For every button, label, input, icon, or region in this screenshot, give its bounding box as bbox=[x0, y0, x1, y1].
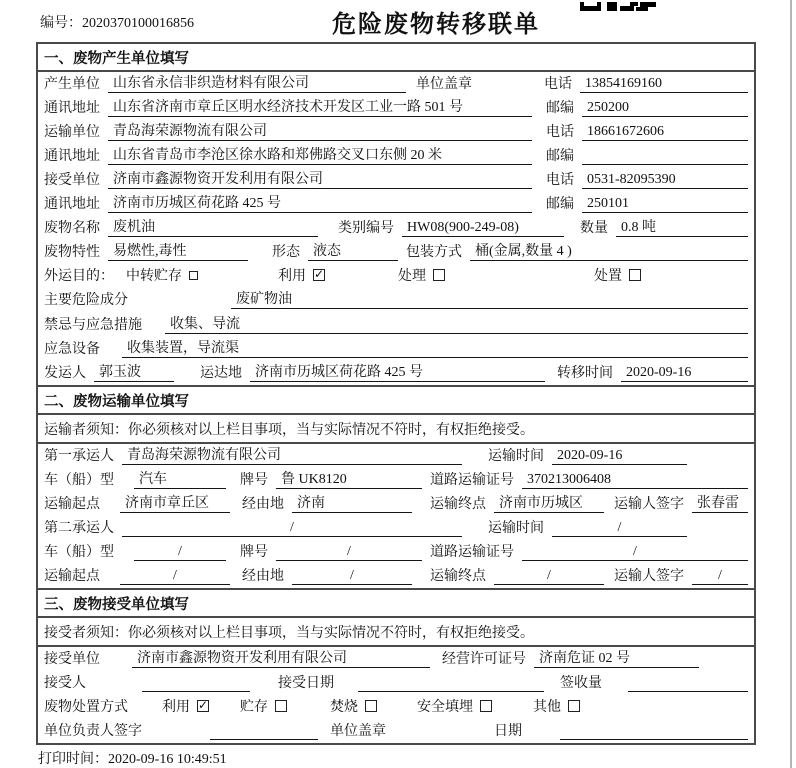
origin2-value: / bbox=[120, 568, 230, 585]
form-row-transporter-address bbox=[38, 144, 754, 168]
page-edge-line bbox=[790, 0, 792, 768]
transport-time2-value: / bbox=[552, 520, 687, 537]
transporter-zip-value bbox=[582, 149, 748, 165]
receive-unit-value: 济南市鑫源物资开发利用有限公司 bbox=[132, 647, 430, 668]
transport-time-label: 运输时间 bbox=[488, 448, 544, 464]
plate-label: 牌号 bbox=[240, 544, 268, 560]
license-label: 经营许可证号 bbox=[442, 651, 526, 667]
disposal-label: 废物处置方式 bbox=[44, 700, 128, 716]
address-label: 通讯地址 bbox=[44, 101, 100, 117]
option-label: 焚烧 bbox=[330, 700, 358, 716]
form-row-waste-name bbox=[38, 216, 754, 240]
responsible-sign-label: 单位负责人签字 bbox=[44, 724, 142, 740]
signed-qty-label: 签收量 bbox=[560, 675, 602, 691]
form-row-route2 bbox=[38, 564, 754, 588]
checkbox-icon bbox=[189, 271, 198, 280]
form-row-carrier2 bbox=[38, 516, 754, 540]
section2-notice: 运输者须知：你必须核对以上栏目事项，当与实际情况不符时，有权拒绝接受。 bbox=[38, 415, 754, 444]
sign-date-label: 日期 bbox=[494, 724, 522, 740]
section3-heading: 三、废物接受单位填写 bbox=[38, 588, 754, 618]
option-label: 贮存 bbox=[240, 700, 268, 716]
transport-time-label: 运输时间 bbox=[488, 520, 544, 536]
checkbox-icon bbox=[629, 269, 641, 281]
sign-label: 运输人签字 bbox=[614, 496, 684, 512]
shipper-value: 郭玉波 bbox=[94, 361, 174, 382]
disposal-option-utilize bbox=[162, 696, 209, 716]
serial-label: 编号： bbox=[40, 16, 82, 31]
via-label: 经由地 bbox=[242, 496, 284, 512]
form-row-purpose bbox=[38, 264, 754, 288]
form-row-receive-unit bbox=[38, 647, 754, 671]
zip-label: 邮编 bbox=[546, 101, 574, 117]
option-label: 其他 bbox=[533, 700, 561, 716]
option-label: 处置 bbox=[594, 269, 622, 285]
disposal-option-other bbox=[533, 696, 580, 716]
form-row-receiver bbox=[38, 168, 754, 192]
section1-heading: 一、废物产生单位填写 bbox=[38, 44, 754, 72]
permit-label: 道路运输证号 bbox=[430, 472, 514, 488]
category-code-value: HW08(900-249-08) bbox=[402, 220, 564, 237]
checkbox-icon bbox=[480, 700, 492, 712]
purpose-option-dispose bbox=[594, 265, 641, 285]
producer-address-value: 山东省济南市章丘区明水经济技术开发区工业一路 501 号 bbox=[108, 96, 532, 117]
section2-heading: 二、废物运输单位填写 bbox=[38, 385, 754, 415]
destination-label: 运达地 bbox=[200, 365, 242, 381]
carrier1-value: 青岛海荣源物流有限公司 bbox=[122, 444, 462, 465]
waste-name-value: 废机油 bbox=[108, 216, 318, 237]
vehicle-label: 车（船）型 bbox=[44, 472, 114, 488]
sign2-value: / bbox=[692, 568, 748, 585]
option-label: 安全填埋 bbox=[417, 700, 473, 716]
form-row-vehicle2 bbox=[38, 540, 754, 564]
producer-label: 产生单位 bbox=[44, 77, 100, 93]
sign-date-value bbox=[560, 724, 748, 740]
receiver-phone-value: 0531-82095390 bbox=[582, 172, 748, 189]
option-label: 利用 bbox=[162, 700, 190, 716]
terminal-label: 运输终点 bbox=[430, 496, 486, 512]
shipper-label: 发运人 bbox=[44, 365, 86, 381]
disposal-option-landfill bbox=[417, 696, 492, 716]
via2-value: / bbox=[292, 568, 412, 585]
address-label: 通讯地址 bbox=[44, 149, 100, 165]
phone-label: 电话 bbox=[546, 125, 574, 141]
form-row-receiver-address bbox=[38, 192, 754, 216]
category-label: 类别编号 bbox=[338, 221, 394, 237]
manifest-form bbox=[36, 42, 756, 745]
serial-number-line bbox=[40, 12, 194, 32]
receiver-name-value: 济南市鑫源物资开发利用有限公司 bbox=[108, 168, 532, 189]
form-row-shipper bbox=[38, 361, 754, 385]
form-row-hazard bbox=[38, 288, 754, 312]
producer-phone-value: 13854169160 bbox=[580, 76, 748, 93]
terminal-label: 运输终点 bbox=[430, 568, 486, 584]
destination-value: 济南市历城区荷花路 425 号 bbox=[250, 361, 545, 382]
license-value: 济南危证 02 号 bbox=[534, 647, 699, 668]
form-row-equipment bbox=[38, 337, 754, 361]
form-row-carrier1 bbox=[38, 444, 754, 468]
via1-value: 济南 bbox=[292, 492, 412, 513]
terminal1-value: 济南市历城区 bbox=[494, 492, 604, 513]
form-value: 液态 bbox=[308, 240, 398, 261]
form-row-producer-address bbox=[38, 96, 754, 120]
origin-label: 运输起点 bbox=[44, 568, 100, 584]
zip-label: 邮编 bbox=[546, 197, 574, 213]
sign1-value: 张春雷 bbox=[692, 492, 748, 513]
unit-seal-label: 单位盖章 bbox=[330, 724, 386, 740]
transfer-time-value: 2020-09-16 bbox=[621, 365, 748, 382]
purpose-option-treat bbox=[398, 265, 445, 285]
qr-code-fragment bbox=[580, 0, 656, 16]
print-time-value: 2020-09-16 10:49:51 bbox=[108, 752, 227, 767]
via-label: 经由地 bbox=[242, 568, 284, 584]
carrier2-value: / bbox=[122, 520, 462, 537]
receiver-zip-value: 250101 bbox=[582, 196, 748, 213]
contraindication-value: 收集、导流 bbox=[165, 313, 748, 334]
plate-label: 牌号 bbox=[240, 472, 268, 488]
form-row-transporter bbox=[38, 120, 754, 144]
form-row-waste-property bbox=[38, 240, 754, 264]
sign-label: 运输人签字 bbox=[614, 568, 684, 584]
transfer-time-label: 转移时间 bbox=[557, 365, 613, 381]
form-row-vehicle1 bbox=[38, 468, 754, 492]
form-row-contraindication bbox=[38, 312, 754, 336]
signed-qty-value bbox=[628, 676, 748, 692]
packaging-label: 包装方式 bbox=[406, 245, 462, 261]
equipment-label: 应急设备 bbox=[44, 341, 100, 357]
print-time-line bbox=[38, 748, 227, 768]
checkbox-icon bbox=[197, 700, 209, 712]
contraindication-label: 禁忌与应急措施 bbox=[44, 317, 142, 333]
vehicle1-value: 汽车 bbox=[134, 468, 226, 489]
vehicle2-value: / bbox=[134, 544, 226, 561]
plate2-value: / bbox=[276, 544, 422, 561]
recipient-value bbox=[142, 676, 250, 692]
hazard-value: 废矿物油 bbox=[231, 288, 748, 309]
receiver-address-value: 济南市历城区荷花路 425 号 bbox=[108, 192, 532, 213]
serial-value: 2020370100016856 bbox=[82, 16, 194, 31]
checkbox-icon bbox=[313, 269, 325, 281]
property-label: 废物特性 bbox=[44, 245, 100, 261]
quantity-label: 数量 bbox=[580, 221, 608, 237]
hazard-label: 主要危险成分 bbox=[44, 293, 128, 309]
purpose-option-transfer-storage bbox=[126, 265, 198, 285]
receive-date-label: 接受日期 bbox=[278, 675, 334, 691]
option-label: 处理 bbox=[398, 269, 426, 285]
form-row-recipient bbox=[38, 671, 754, 695]
packaging-value: 桶(金属,数量 4 ) bbox=[470, 240, 748, 261]
receiver-label: 接受单位 bbox=[44, 173, 100, 189]
purpose-option-utilize bbox=[278, 265, 325, 285]
permit-label: 道路运输证号 bbox=[430, 544, 514, 560]
permit1-value: 370213006408 bbox=[522, 472, 748, 489]
phone-label: 电话 bbox=[544, 77, 572, 93]
producer-zip-value: 250200 bbox=[582, 100, 748, 117]
purpose-label: 外运目的： bbox=[44, 269, 114, 285]
producer-name-value: 山东省永信非织造材料有限公司 bbox=[108, 72, 406, 93]
equipment-value: 收集装置，导流渠 bbox=[122, 337, 748, 358]
transporter-label: 运输单位 bbox=[44, 125, 100, 141]
address-label: 通讯地址 bbox=[44, 197, 100, 213]
disposal-option-store bbox=[240, 696, 287, 716]
plate1-value: 鲁 UK8120 bbox=[276, 468, 422, 489]
checkbox-icon bbox=[568, 700, 580, 712]
terminal2-value: / bbox=[494, 568, 604, 585]
recipient-label: 接受人 bbox=[44, 675, 86, 691]
form-row-responsible-sign bbox=[38, 719, 754, 743]
property-value: 易燃性,毒性 bbox=[108, 240, 248, 261]
responsible-sign-value bbox=[210, 724, 318, 740]
origin1-value: 济南市章丘区 bbox=[120, 492, 230, 513]
origin-label: 运输起点 bbox=[44, 496, 100, 512]
quantity-value: 0.8 吨 bbox=[616, 216, 748, 237]
checkbox-icon bbox=[433, 269, 445, 281]
waste-name-label: 废物名称 bbox=[44, 221, 100, 237]
transporter-address-value: 山东省青岛市李沧区徐水路和郑佛路交叉口东侧 20 米 bbox=[108, 144, 532, 165]
checkbox-icon bbox=[365, 700, 377, 712]
option-label: 利用 bbox=[278, 269, 306, 285]
form-row-producer bbox=[38, 72, 754, 96]
form-row-disposal bbox=[38, 695, 754, 719]
option-label: 中转贮存 bbox=[126, 269, 182, 285]
receive-date-value bbox=[358, 676, 544, 692]
form-label: 形态 bbox=[272, 245, 300, 261]
transport-time1-value: 2020-09-16 bbox=[552, 448, 687, 465]
permit2-value: / bbox=[522, 544, 748, 561]
transporter-name-value: 青岛海荣源物流有限公司 bbox=[108, 120, 532, 141]
section3-notice: 接受者须知：你必须核对以上栏目事项，当与实际情况不符时，有权拒绝接受。 bbox=[38, 618, 754, 647]
transporter-phone-value: 18661672606 bbox=[582, 124, 748, 141]
unit-seal-label: 单位盖章 bbox=[416, 77, 472, 93]
vehicle-label: 车（船）型 bbox=[44, 544, 114, 560]
checkbox-icon bbox=[275, 700, 287, 712]
form-row-route1 bbox=[38, 492, 754, 516]
print-time-label: 打印时间： bbox=[38, 752, 108, 767]
zip-label: 邮编 bbox=[546, 149, 574, 165]
disposal-option-incinerate bbox=[330, 696, 377, 716]
phone-label: 电话 bbox=[546, 173, 574, 189]
page-title: 危险废物转移联单 bbox=[332, 11, 540, 38]
carrier1-label: 第一承运人 bbox=[44, 448, 114, 464]
carrier2-label: 第二承运人 bbox=[44, 520, 114, 536]
receive-unit-label: 接受单位 bbox=[44, 651, 100, 667]
